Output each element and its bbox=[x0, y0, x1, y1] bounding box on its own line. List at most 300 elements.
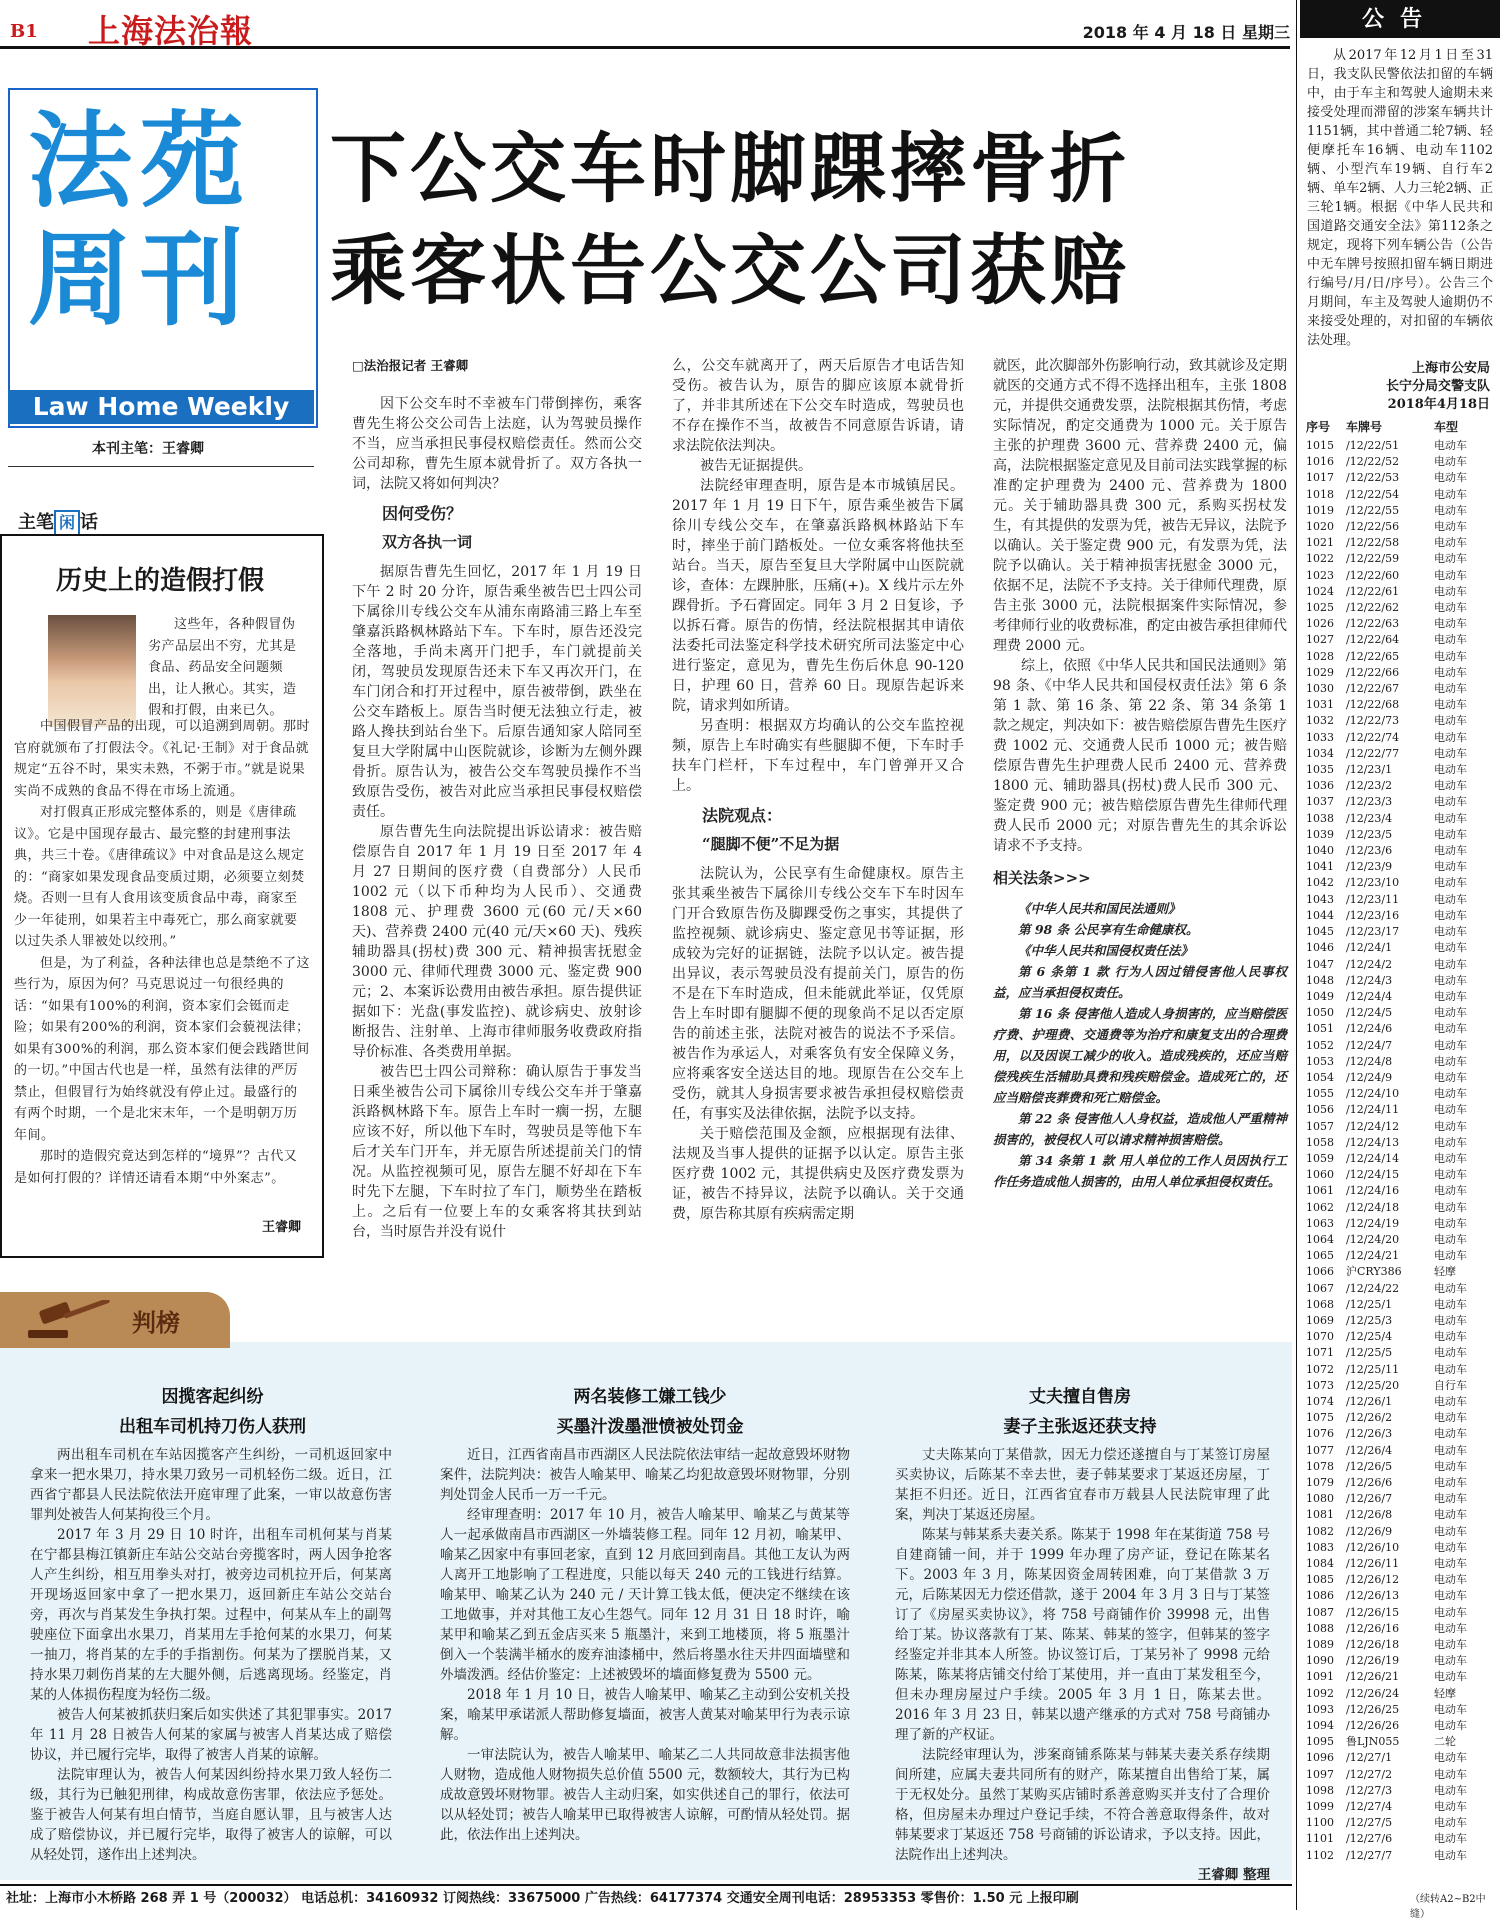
table-row bbox=[1306, 1345, 1494, 1361]
table-cell: 1081 bbox=[1306, 1508, 1334, 1522]
table-cell: /12/27/4 bbox=[1346, 1800, 1393, 1814]
table-row bbox=[1306, 1329, 1494, 1345]
table-cell: 1088 bbox=[1306, 1621, 1334, 1635]
table-row bbox=[1306, 1848, 1494, 1864]
table-cell: 电动车 bbox=[1434, 1200, 1467, 1214]
table-cell: 电动车 bbox=[1434, 1702, 1467, 1716]
table-cell: 1021 bbox=[1306, 536, 1334, 550]
article-column-1: 因下公交车时不幸被车门带倒摔伤，乘客曹先生将公交公司告上法庭，认为驾驶员操作不当，应当承担民事侵权赔偿责任。然而公交公司却称，曹先生原本就骨折了。双方各执一词，法院又将如何判决？ 因何受伤？ 双方各执一词 据原告曹先生回忆，2017 年 1 月 19 日下午 2 时 20 分许，原告乘坐被告巴士四公司下属徐川专线公交车从浦东南路浦三路上车至肇嘉浜路枫林路站下车。下车时，原告还没完全落地，手尚未离开门把手，车门就提前关闭，驾驶员发现原告还未下车又再次开门，在车门闭合和打开过程中，原告被带倒，跌坐在公交车踏板上。原告当时便无法独立行走，被路人搀扶到站台坐下。后原告通知家人陪同至复旦大学附属中山医院就诊，诊断为左侧外踝骨折。原告认为，被告公交车驾驶员操作不当致原告受伤，被告对此应当承担民事侵权赔偿责任。 原告曹先生向法院提出诉讼请求：被告赔偿原告自 2017 年 1 月 19 日至 2017 年 4 月 27 日期间的医疗费（自费部分）人民币 1002 元（以下币种均为人民币）、交通费 1808 元、护理费 3600 元(60 元/天×60 天)、营养费 2400 元(40 元/天×60 天)、残疾辅助器具(拐杖)费 300 元、精神损害抚慰金 3000 元、律师代理费 3000 元、鉴定费 900 元；2、本案诉讼费用由被告承担。原告提供证据如下：光盘(事发监控)、就诊病史、放射诊断报告、注射单、上海市律师服务收费政府指导价标准、各类费用单据。 被告巴士四公司辩称：确认原告于事发当日乘坐被告公司下属徐川专线公交车并于肇嘉浜路枫林路下车。原告上车时一瘸一拐，左腿应该不好，所以他下车时，驾驶员是等他下车后才关车门开车，并无原告所述提前关门的情况。从监控视频可见，原告左腿不好却在下车时先下左腿，下车时拉了车门，顺势坐在踏板上。之后有一位要上车的女乘客将其扶到站台，当时原告并没有说什 bbox=[352, 396, 642, 1240]
editorial-body: 中国假冒产品的出现，可以追溯到周朝。那时官府就颁布了打假法令。《礼记·王制》对于食品就规定“五谷不时，果实未熟，不粥于市。”就是说果实尚不成熟的食品不得在市场上流通。 对打假真正形成完整体系的，则是《唐律疏议》。它是中国现存最古、最完整的封建刑事法典，共三十卷。《唐律疏议》中对食品是这么规定的：“商家如果发现食品变质过期，必须要立刻焚烧。否则一旦有人食用该变质食品中毒，商家至少一年徒刑，如果若主中毒死亡，那么商家就要以过失杀人罪被处以绞刑。” 但是，为了利益，各种法律也总是禁绝不了这些行为，原因为何？马克思说过一句很经典的话：“如果有100%的利润，资本家们会铤而走险；如果有200%的利润，资本家们会藐视法律；如果有300%的利润，那么资本家们便会践踏世间的一切。”中国古代也是一样，虽然有法律的严厉禁止，但假冒行为始终就没有停止过。最盛行的有两个时期，一个是北宋末年，一个是明朝万历年间。 那时的造假究竟达到怎样的“境界”？古代又是如何打假的？详情还请看本期“中外案志”。 bbox=[14, 719, 311, 1186]
table-cell: /12/27/6 bbox=[1346, 1832, 1393, 1846]
author-photo bbox=[48, 615, 136, 727]
table-cell: 电动车 bbox=[1434, 1638, 1467, 1652]
table-cell: 电动车 bbox=[1434, 1119, 1467, 1133]
table-cell: 1024 bbox=[1306, 584, 1334, 598]
table-cell: /12/24/19 bbox=[1346, 1216, 1400, 1230]
table-cell: 1092 bbox=[1306, 1686, 1334, 1700]
table-row bbox=[1306, 470, 1494, 486]
table-cell: /12/24/20 bbox=[1346, 1232, 1400, 1246]
table-cell: /12/22/68 bbox=[1346, 698, 1400, 712]
table-row bbox=[1306, 1119, 1494, 1135]
table-cell: /12/26/1 bbox=[1346, 1394, 1393, 1408]
table-cell: /12/24/6 bbox=[1346, 1022, 1393, 1036]
table-cell: /12/26/6 bbox=[1346, 1476, 1393, 1489]
table-cell: 电动车 bbox=[1434, 665, 1467, 679]
table-row bbox=[1306, 1540, 1494, 1556]
table-cell: 1045 bbox=[1306, 925, 1334, 939]
table-cell: 1087 bbox=[1306, 1605, 1334, 1619]
table-cell: 1027 bbox=[1306, 633, 1334, 647]
table-cell: 1099 bbox=[1306, 1800, 1334, 1814]
table-cell: 1057 bbox=[1306, 1119, 1334, 1133]
story-title: 丈夫擅自售房 妻子主张返还获支持 bbox=[1003, 1387, 1157, 1437]
table-row bbox=[1306, 989, 1494, 1005]
table-cell: /12/22/74 bbox=[1346, 730, 1400, 744]
table-cell: 电动车 bbox=[1434, 471, 1467, 485]
table-cell: 电动车 bbox=[1434, 455, 1467, 469]
table-cell: /12/26/8 bbox=[1346, 1508, 1393, 1522]
table-cell: 1050 bbox=[1306, 1006, 1334, 1020]
table-cell: 电动车 bbox=[1434, 989, 1467, 1003]
table-cell: 1077 bbox=[1306, 1443, 1334, 1457]
table-row bbox=[1306, 811, 1494, 827]
table-row bbox=[1306, 762, 1494, 778]
table-row bbox=[1306, 1767, 1494, 1783]
table-row bbox=[1306, 632, 1494, 648]
table-cell: 电动车 bbox=[1434, 1054, 1467, 1068]
table-cell: 1096 bbox=[1306, 1751, 1334, 1765]
newspaper-name: 上海法治報 bbox=[88, 12, 254, 50]
table-row bbox=[1306, 1507, 1494, 1523]
table-cell: 电动车 bbox=[1434, 1006, 1467, 1020]
editorial-paragraph: 这些年，各种假冒伪劣产品层出不穷，尤其是食品、药品安全问题频出，让人揪心。其实，造假和打假，由来已久。 bbox=[148, 617, 297, 718]
table-row bbox=[1306, 1005, 1494, 1021]
table-cell: 1062 bbox=[1306, 1200, 1334, 1214]
table-cell: 电动车 bbox=[1434, 1411, 1467, 1425]
table-cell: 1036 bbox=[1306, 779, 1334, 793]
table-cell: 1032 bbox=[1306, 714, 1334, 728]
table-cell: 1041 bbox=[1306, 860, 1334, 874]
table-cell: 电动车 bbox=[1434, 698, 1467, 712]
table-cell: 电动车 bbox=[1434, 1070, 1467, 1084]
table-row bbox=[1306, 843, 1494, 859]
editorial-title: 历史上的造假打假 bbox=[55, 566, 264, 596]
table-cell: 1098 bbox=[1306, 1783, 1334, 1797]
table-row bbox=[1306, 794, 1494, 810]
table-cell: 电动车 bbox=[1434, 1443, 1467, 1457]
table-cell: 电动车 bbox=[1434, 714, 1467, 728]
table-cell: 1101 bbox=[1306, 1832, 1334, 1846]
table-cell: 电动车 bbox=[1434, 1832, 1467, 1846]
table-cell: /12/23/3 bbox=[1346, 795, 1393, 809]
table-cell: 电动车 bbox=[1434, 1800, 1467, 1814]
related-laws-title: 相关法条>>> bbox=[993, 869, 1091, 887]
table-row bbox=[1306, 665, 1494, 681]
table-cell: 1035 bbox=[1306, 763, 1334, 777]
table-cell: /12/23/9 bbox=[1346, 860, 1393, 874]
table-cell: 1054 bbox=[1306, 1070, 1334, 1084]
table-cell: /12/25/3 bbox=[1346, 1313, 1393, 1327]
table-cell: 1074 bbox=[1306, 1394, 1334, 1408]
table-cell: /12/25/4 bbox=[1346, 1330, 1393, 1344]
table-cell: /12/22/62 bbox=[1346, 601, 1400, 615]
table-cell: 1046 bbox=[1306, 941, 1334, 955]
table-row bbox=[1306, 1556, 1494, 1572]
table-cell: 1065 bbox=[1306, 1249, 1334, 1263]
table-cell: /12/26/3 bbox=[1346, 1427, 1393, 1441]
table-cell: 1023 bbox=[1306, 568, 1334, 582]
table-cell: /12/22/52 bbox=[1346, 455, 1400, 469]
table-cell: 1017 bbox=[1306, 471, 1334, 485]
table-cell: 电动车 bbox=[1434, 1216, 1467, 1230]
table-cell: /12/27/2 bbox=[1346, 1767, 1393, 1781]
table-cell: /12/26/10 bbox=[1346, 1540, 1400, 1554]
table-cell: /12/27/7 bbox=[1346, 1848, 1393, 1862]
table-cell: 1086 bbox=[1306, 1589, 1334, 1603]
bulletin-text: 从2017年12月1日至31日，我支队民警依法扣留的车辆中，由于车主和驾驶人逾期未来接受处理而滞留的涉案车辆共计1151辆，其中普通二轮7辆、轻便摩托车16辆、电动车1102辆、小型汽车19辆、自行车2辆、单车2辆、人力三轮2辆、正三轮1辆。根据《中华人民共和国道路交通安全法》第112条之规定，现将下列车辆公告（公告中无车牌号按照扣留车辆日期进行编号/月/日/序号）。公告三个月期间，车主及驾驶人逾期仍不来接受处理的，对扣留的车辆依法处理。 bbox=[1307, 48, 1493, 348]
footer: 社址：上海市小木桥路 268 弄 1 号（200032） 电话总机：34160932 订阅热线：33675000 广告热线：64177374 交通安全周刊电话：28953353 零售价：1.50 元 上报印刷 bbox=[0, 1884, 1292, 1910]
table-cell: /12/23/2 bbox=[1346, 779, 1393, 793]
table-cell: /12/25/20 bbox=[1346, 1378, 1400, 1392]
table-cell: /12/23/11 bbox=[1346, 892, 1400, 906]
table-row bbox=[1306, 1281, 1494, 1297]
article-column-3: 就医，此次脚部外伤影响行动，致其就诊及定期就医的交通方式不得不选择出租车，主张 1808 元，并提供交通费发票，法院根据其伤情，考虑实际情况，酌定交通费为 1000 元。关于原告主张的护理费 3600 元、营养费 2400 元，偏高，法院根据鉴定意见及目前司法实践掌握的标准酌定护理费为 2400 元、营养费为 1800 元。关于辅助器具费 300 元，系购买拐杖发生，有其提供的发票为凭，被告无异议，法院予以确认。关于鉴定费 900 元，有发票为凭，法院予以确认。关于精神损害抚慰金 3000 元，依据不足，法院不予支持。关于律师代理费，原告主张 3000 元，法院根据案件实际情况，参考律师行业的收费标准，酌定由被告承担律师代理费 2000 元。 综上，依照《中华人民共和国民法通则》第 98 条、《中华人民共和国侵权责任法》第 6 条第 1 款、第 16 条、第 22 条、第 34 条第 1 款之规定，判决如下：被告赔偿原告曹先生医疗费 1002 元、交通费人民币 1000 元；被告赔偿原告曹先生护理费人民币 2400 元、营养费 1800 元、辅助器具(拐杖)费人民币 300 元、鉴定费 900 元；被告赔偿原告曹先生律师代理费人民币 2000 元；对原告曹先生的其余诉讼请求不予支持。 相关法条>>> 《中华人民共和国民法通则》 第 98 条 公民享有生命健康权。 《中华人民共和国侵权责任法》 第 6 条第 1 款 行为人因过错侵害他人民事权益，应当承担侵权责任。 第 16 条 侵害他人造成人身损害的，应当赔偿医疗费、护理费、交通费等为治疗和康复支出的合理费用，以及因误工减少的收入。造成残疾的，还应当赔偿残疾生活辅助具费和残疾赔偿金。造成死亡的，还应当赔偿丧葬费和死亡赔偿金。 第 22 条 侵害他人人身权益，造成他人严重精神损害的，被侵权人可以请求精神损害赔偿。 第 34 条第 1 款 用人单位的工作人员因执行工作任务造成他人损害的，由用人单位承担侵权责任。 bbox=[993, 356, 1287, 1192]
table-cell: 电动车 bbox=[1434, 1605, 1467, 1619]
table-cell: /12/24/21 bbox=[1346, 1249, 1400, 1263]
table-cell: 电动车 bbox=[1434, 1557, 1467, 1571]
table-cell: /12/24/9 bbox=[1346, 1070, 1393, 1084]
table-cell: 电动车 bbox=[1434, 763, 1467, 777]
table-cell: 电动车 bbox=[1434, 1151, 1467, 1165]
table-cell: /12/25/11 bbox=[1346, 1362, 1400, 1376]
table-cell: 电动车 bbox=[1434, 1184, 1467, 1198]
table-header-row bbox=[1306, 418, 1494, 438]
table-cell: 电动车 bbox=[1434, 876, 1467, 890]
table-cell: /12/24/14 bbox=[1346, 1151, 1400, 1165]
table-row bbox=[1306, 1524, 1494, 1540]
table-cell: 1072 bbox=[1306, 1362, 1334, 1376]
related-laws: 《中华人民共和国民法通则》 第 98 条 公民享有生命健康权。 《中华人民共和国侵权责任法》 第 6 条第 1 款 行为人因过错侵害他人民事权益，应当承担侵权责任。 第 16 条 侵害他人造成人身损害的，应当赔偿医疗费、护理费、交通费等为治疗和康复支出的合理费用，以及因误工减少的收入。造成残疾的，还应当赔偿残疾生活辅助具费和残疾赔偿金。造成死亡的，还应当赔偿丧葬费和死亡赔偿金。 第 22 条 侵害他人人身权益，造成他人严重精神损害的，被侵权人可以请求精神损害赔偿。 第 34 条第 1 款 用人单位的工作人员因执行工作任务造成他人损害的，由用人单位承担侵权责任。 bbox=[993, 901, 1287, 1189]
table-row bbox=[1306, 535, 1494, 551]
table-cell: 1084 bbox=[1306, 1557, 1334, 1571]
table-cell: /12/26/2 bbox=[1346, 1411, 1393, 1425]
table-cell: 1042 bbox=[1306, 876, 1334, 890]
table-cell: 电动车 bbox=[1434, 892, 1467, 906]
table-cell: /12/26/25 bbox=[1346, 1702, 1400, 1716]
page-number: B1 bbox=[10, 21, 38, 42]
table-row bbox=[1306, 1362, 1494, 1378]
table-cell: /12/25/5 bbox=[1346, 1346, 1393, 1360]
table-row bbox=[1306, 1718, 1494, 1734]
table-row bbox=[1306, 1183, 1494, 1199]
table-cell: 1070 bbox=[1306, 1330, 1334, 1344]
table-cell: 电动车 bbox=[1434, 1654, 1467, 1668]
table-cell: /12/23/10 bbox=[1346, 876, 1400, 890]
table-cell: /12/23/5 bbox=[1346, 827, 1393, 841]
table-cell: 电动车 bbox=[1434, 584, 1467, 598]
table-cell: 电动车 bbox=[1434, 617, 1467, 631]
table-cell: 电动车 bbox=[1434, 520, 1467, 534]
table-row bbox=[1306, 875, 1494, 891]
table-header: 车型 bbox=[1434, 420, 1459, 434]
editorial-tag: 主笔 闲 话 bbox=[18, 508, 98, 536]
table-cell: /12/23/4 bbox=[1346, 811, 1393, 825]
table-cell: /12/24/4 bbox=[1346, 989, 1393, 1003]
table-row bbox=[1306, 1653, 1494, 1669]
table-cell: 1043 bbox=[1306, 892, 1334, 906]
table-cell: /12/26/26 bbox=[1346, 1719, 1400, 1733]
table-cell: 电动车 bbox=[1434, 1232, 1467, 1246]
bulletin-title: 公告 bbox=[1300, 0, 1500, 38]
table-cell: 电动车 bbox=[1434, 1427, 1467, 1441]
table-cell: 1100 bbox=[1306, 1816, 1334, 1830]
story-body: 近日，江西省南昌市西湖区人民法院依法审结一起故意毁坏财物案件，法院判决：被告人喻某甲、喻某乙均犯故意毁坏财物罪，分别判处罚金人民币一万一千元。 经审理查明：2017 年 10 月，被告人喻某甲、喻某乙与黄某等人一起承做南昌市西湖区一外墙装修工程。同年 12 月初，喻某甲、喻某乙因家中有事回老家，直到 12 月底回到南昌。其他工友认为两人离开工地影响了工程进度，只能以每天 240 元的工钱进行结算。喻某甲、喻某乙认为 240 元 / 天计算工钱太低，便决定不继续在该工地做事，并对其他工友心生怨气。同年 12 月 31 日 18 时许，喻某甲和喻某乙到五金店买来 5 瓶墨汁，来到工地楼顶，将 5 瓶墨汁倒入一个装满半桶水的废弃油漆桶中，然后将墨水往天井四面墙壁和外墙泼洒。经估价鉴定：上述被毁坏的墙面修复费为 5500 元。 2018 年 1 月 10 日，被告人喻某甲、喻某乙主动到公安机关投案，喻某甲承诺派人帮助修复墙面，被害人黄某对喻某甲行为表示谅解。 一审法院认为，被告人喻某甲、喻某乙二人共同故意非法损害他人财物，造成他人财物损失总价值 5500 元，数额较大，其行为已构成故意毁坏财物罪。被告人主动归案，如实供述自己的罪行，依法可以从轻处罚；被告人喻某甲已取得被害人谅解，可酌情从轻处罚。据此，依法作出上述判决。 bbox=[440, 1447, 850, 1843]
table-cell: 1063 bbox=[1306, 1216, 1334, 1230]
table-cell: 电动车 bbox=[1434, 1492, 1467, 1506]
table-cell: /12/22/66 bbox=[1346, 665, 1400, 679]
table-cell: 电动车 bbox=[1434, 439, 1467, 452]
table-cell: /12/24/2 bbox=[1346, 957, 1393, 971]
table-row bbox=[1306, 730, 1494, 746]
table-row bbox=[1306, 940, 1494, 956]
table-cell: 电动车 bbox=[1434, 1848, 1467, 1862]
table-header: 序号 bbox=[1306, 420, 1331, 434]
table-cell: /12/22/65 bbox=[1346, 649, 1400, 663]
table-cell: /12/22/73 bbox=[1346, 714, 1400, 728]
table-cell: 电动车 bbox=[1434, 1330, 1467, 1344]
table-cell: 电动车 bbox=[1434, 973, 1467, 987]
table-row bbox=[1306, 487, 1494, 503]
table-cell: 1061 bbox=[1306, 1184, 1334, 1198]
table-cell: /12/26/24 bbox=[1346, 1686, 1400, 1700]
table-row bbox=[1306, 1686, 1494, 1702]
table-cell: 1015 bbox=[1306, 439, 1334, 452]
table-cell: /12/27/1 bbox=[1346, 1751, 1393, 1765]
table-row bbox=[1306, 892, 1494, 908]
table-row bbox=[1306, 519, 1494, 535]
table-cell: 1089 bbox=[1306, 1638, 1334, 1652]
table-cell: 1019 bbox=[1306, 503, 1334, 517]
table-row bbox=[1306, 1200, 1494, 1216]
table-cell: 电动车 bbox=[1434, 811, 1467, 825]
article-byline: □法治报记者 王睿卿 bbox=[352, 358, 469, 373]
table-cell: 电动车 bbox=[1434, 1783, 1467, 1797]
table-row bbox=[1306, 1426, 1494, 1442]
table-cell: 1028 bbox=[1306, 649, 1334, 663]
table-row bbox=[1306, 827, 1494, 843]
table-row bbox=[1306, 1378, 1494, 1394]
editorial-tag-highlight: 闲 bbox=[54, 510, 80, 536]
table-row bbox=[1306, 957, 1494, 973]
table-cell: 1102 bbox=[1306, 1848, 1334, 1862]
table-cell: 1075 bbox=[1306, 1411, 1334, 1425]
table-cell: 电动车 bbox=[1434, 779, 1467, 793]
table-cell: 1038 bbox=[1306, 811, 1334, 825]
table-cell: /12/22/67 bbox=[1346, 682, 1400, 696]
table-cell: 1040 bbox=[1306, 844, 1334, 858]
table-row bbox=[1306, 1669, 1494, 1685]
table-cell: 1055 bbox=[1306, 1087, 1334, 1101]
table-cell: 电动车 bbox=[1434, 1508, 1467, 1522]
table-cell: 1067 bbox=[1306, 1281, 1334, 1295]
vehicle-table-body bbox=[1306, 438, 1494, 1864]
table-cell: 电动车 bbox=[1434, 827, 1467, 841]
table-cell: 电动车 bbox=[1434, 1524, 1467, 1538]
bulletin-issuer: 上海市公安局 长宁分局交警支队 2018年4月18日 bbox=[1385, 361, 1490, 412]
gavel-icon bbox=[20, 1300, 116, 1342]
article-subhead: 双方各执一词 bbox=[382, 533, 473, 551]
column-title-english: Law Home Weekly bbox=[8, 390, 314, 424]
verdict-label: 判榜 bbox=[132, 1308, 180, 1337]
table-cell: /12/25/1 bbox=[1346, 1297, 1393, 1311]
table-cell: 电动车 bbox=[1434, 844, 1467, 858]
table-cell: 电动车 bbox=[1434, 1103, 1467, 1117]
table-cell: 1053 bbox=[1306, 1054, 1334, 1068]
table-cell: /12/22/51 bbox=[1346, 439, 1400, 452]
table-cell: /12/24/18 bbox=[1346, 1200, 1400, 1214]
table-row bbox=[1306, 1572, 1494, 1588]
table-cell: 电动车 bbox=[1434, 1816, 1467, 1830]
table-cell: 1026 bbox=[1306, 617, 1334, 631]
table-cell: /12/26/7 bbox=[1346, 1492, 1393, 1506]
table-cell: 1016 bbox=[1306, 455, 1334, 469]
table-cell: 1018 bbox=[1306, 487, 1334, 501]
table-cell: 1060 bbox=[1306, 1168, 1334, 1182]
table-cell: 1095 bbox=[1306, 1735, 1334, 1749]
article-column-2: 么，公交车就离开了，两天后原告才电话告知受伤。被告认为，原告的脚应该原本就骨折了，并非其所述在下公交车时造成，驾驶员也不存在操作不当，故被告不同意原告诉请，请求法院依法判决。 被告无证据提供。 法院经审理查明，原告是本市城镇居民。2017 年 1 月 19 日下午，原告乘坐被告下属徐川专线公交车，在肇嘉浜路枫林路站下车时，摔坐于前门踏板处。一位女乘客将他扶至站台。当天，原告至复旦大学附属中山医院就诊，查体：左踝肿胀，压痛(+)。X 线片示左外踝骨折。予石膏固定。同年 3 月 2 日复诊，予以拆石膏。原告的伤情，经法院根据其申请依法委托司法鉴定科学技术研究所司法鉴定中心进行鉴定，意见为，曹先生伤后休息 90-120 日，护理 60 日，营养 60 日。现原告起诉来院，请求判如所请。 另查明：根据双方均确认的公交车监控视频，原告上车时确实有些腿脚不便，下车时手扶车门栏杆，下车过程中，车门曾弹开又合上。 法院观点： “腿脚不便”不足为据 法院认为，公民享有生命健康权。原告主张其乘坐被告下属徐川专线公交车下车时因车门开合致原告伤及脚踝受伤之事实，其提供了监控视频、就诊病史、鉴定意见书等证据，形成较为完好的证据链，法院予以认定。被告提出异议，表示驾驶员没有提前关门，原告的伤不是在下车时造成，但未能就此举证，仅凭原告上车时即有腿脚不便的现象尚不足以否定原告的前述主张，法院对被告的说法不予采信。被告作为承运人，对乘客负有安全保障义务，应将乘客安全送达目的地。现原告在公交车上受伤，就其人身损害要求被告承担侵权赔偿责任，有事实及法律依据，法院予以支持。 关于赔偿范围及金额，应根据现有法律、法规及当事人提供的证据予以认定。原告主张医疗费 1002 元，其提供病史及医疗费发票为证，被告不持异议，法院予以确认。关于交通费，原告称其原有疾病需定期 bbox=[672, 358, 964, 1222]
table-row bbox=[1306, 859, 1494, 875]
table-row bbox=[1306, 584, 1494, 600]
table-cell: 鲁LJN055 bbox=[1346, 1735, 1400, 1749]
table-row bbox=[1306, 503, 1494, 519]
divider bbox=[8, 466, 314, 467]
table-cell: 1076 bbox=[1306, 1427, 1334, 1441]
table-cell: 电动车 bbox=[1434, 1767, 1467, 1781]
article-subhead: 因何受伤？ bbox=[382, 504, 463, 523]
table-row bbox=[1306, 1734, 1494, 1750]
table-row bbox=[1306, 1054, 1494, 1070]
table-cell: /12/26/21 bbox=[1346, 1670, 1400, 1684]
table-cell: /12/22/64 bbox=[1346, 633, 1400, 647]
table-row bbox=[1306, 1475, 1494, 1491]
table-cell: /12/22/56 bbox=[1346, 520, 1400, 534]
table-row bbox=[1306, 1410, 1494, 1426]
table-cell: /12/26/4 bbox=[1346, 1443, 1393, 1457]
table-row bbox=[1306, 697, 1494, 713]
table-cell: 电动车 bbox=[1434, 1589, 1467, 1603]
table-cell: 电动车 bbox=[1434, 1313, 1467, 1327]
table-cell: 电动车 bbox=[1434, 568, 1467, 582]
table-cell: 轻摩 bbox=[1434, 1265, 1456, 1279]
vehicle-table bbox=[1306, 418, 1494, 1864]
table-cell: 电动车 bbox=[1434, 552, 1467, 566]
table-cell: 1058 bbox=[1306, 1135, 1334, 1149]
table-cell: /12/24/7 bbox=[1346, 1038, 1393, 1052]
table-cell: /12/26/11 bbox=[1346, 1557, 1400, 1571]
table-cell: /12/24/22 bbox=[1346, 1281, 1400, 1295]
table-cell: /12/24/11 bbox=[1346, 1103, 1400, 1117]
table-row bbox=[1306, 1588, 1494, 1604]
table-cell: 电动车 bbox=[1434, 601, 1467, 615]
table-cell: 1029 bbox=[1306, 665, 1334, 679]
table-row bbox=[1306, 1621, 1494, 1637]
table-cell: /12/24/16 bbox=[1346, 1184, 1400, 1198]
table-row bbox=[1306, 1313, 1494, 1329]
table-cell: 1080 bbox=[1306, 1492, 1334, 1506]
table-row bbox=[1306, 1831, 1494, 1847]
table-cell: /12/26/9 bbox=[1346, 1524, 1393, 1538]
table-row bbox=[1306, 681, 1494, 697]
table-row bbox=[1306, 713, 1494, 729]
table-cell: 1034 bbox=[1306, 746, 1334, 760]
table-cell: 1048 bbox=[1306, 973, 1334, 987]
table-row bbox=[1306, 1605, 1494, 1621]
table-cell: 二轮 bbox=[1434, 1735, 1456, 1749]
story-body: 丈夫陈某向丁某借款，因无力偿还遂擅自与丁某签订房屋买卖协议，后陈某不幸去世，妻子韩某要求丁某返还房屋，丁某拒不归还。近日，江西省宜春市万载县人民法院审理了此案，判决丁某返还房屋。 陈某与韩某系夫妻关系。陈某于 1998 年在某街道 758 号自建商铺一间，并于 1999 年办理了房产证，登记在陈某名下。2003 年 3 月，陈某因资金周转困难，向丁某借款 3 万元，后陈某因无力偿还借款，遂于 2004 年 3 月 3 日与丁某签订了《房屋买卖协议》，将 758 号商铺作价 39998 元，出售给丁某。协议落款有丁某、陈某、韩某的签字，但韩某的签字经鉴定并非其本人所签。协议签订后，丁某另补了 9998 元给陈某，陈某将店铺交付给丁某使用，并一直由丁某发租至今，但未办理房屋过户手续。2005 年 3 月 1 日，陈某去世。2016 年 3 月 23 日，韩某以遗产继承的方式对 758 号商铺办理了新的产权证。 法院经审理认为，涉案商铺系陈某与韩某夫妻关系存续期间所建，应属夫妻共同所有的财产，陈某擅自出售给丁某，属于无权处分。虽然丁某购买店铺时系善意购买并支付了合理价格，但房屋未办理过户登记手续，不符合善意取得条件，故对韩某要求丁某返还 758 号商铺的诉讼请求，予以支持。因此，法院作出上述判决。 王睿卿 整理 bbox=[895, 1447, 1270, 1883]
table-cell: 电动车 bbox=[1434, 795, 1467, 809]
table-row bbox=[1306, 600, 1494, 616]
table-row bbox=[1306, 1394, 1494, 1410]
table-row bbox=[1306, 1021, 1494, 1037]
table-cell: 1052 bbox=[1306, 1038, 1334, 1052]
table-row bbox=[1306, 1167, 1494, 1183]
table-cell: 电动车 bbox=[1434, 1281, 1467, 1295]
table-cell: 1049 bbox=[1306, 989, 1334, 1003]
table-cell: 电动车 bbox=[1434, 503, 1467, 517]
table-cell: 1064 bbox=[1306, 1232, 1334, 1246]
table-cell: 自行车 bbox=[1434, 1378, 1467, 1392]
table-cell: 电动车 bbox=[1434, 1670, 1467, 1684]
table-cell: 电动车 bbox=[1434, 957, 1467, 971]
column-title: 法苑 周刊 bbox=[28, 100, 253, 340]
table-cell: 电动车 bbox=[1434, 1168, 1467, 1182]
table-cell: /12/22/53 bbox=[1346, 471, 1400, 485]
table-cell: 沪CRY386 bbox=[1346, 1265, 1402, 1279]
table-cell: 1082 bbox=[1306, 1524, 1334, 1538]
table-cell: /12/26/5 bbox=[1346, 1459, 1393, 1473]
table-row bbox=[1306, 1459, 1494, 1475]
table-cell: /12/24/3 bbox=[1346, 973, 1393, 987]
table-row bbox=[1306, 1248, 1494, 1264]
table-row bbox=[1306, 1135, 1494, 1151]
table-cell: 1078 bbox=[1306, 1459, 1334, 1473]
table-cell: 1097 bbox=[1306, 1767, 1334, 1781]
table-row bbox=[1306, 908, 1494, 924]
table-cell: /12/23/6 bbox=[1346, 844, 1393, 858]
table-cell: /12/22/61 bbox=[1346, 584, 1400, 598]
table-cell: /12/27/5 bbox=[1346, 1816, 1393, 1830]
table-cell: 电动车 bbox=[1434, 1621, 1467, 1635]
table-cell: 电动车 bbox=[1434, 730, 1467, 744]
table-row bbox=[1306, 1232, 1494, 1248]
table-cell: /12/22/77 bbox=[1346, 746, 1400, 760]
table-cell: 电动车 bbox=[1434, 1087, 1467, 1101]
article-subhead: “腿脚不便”不足为据 bbox=[702, 835, 840, 853]
issue-date: 2018 年 4 月 18 日 星期三 bbox=[1082, 23, 1290, 42]
table-row bbox=[1306, 1750, 1494, 1766]
table-cell: 轻摩 bbox=[1434, 1686, 1456, 1700]
table-cell: 电动车 bbox=[1434, 633, 1467, 647]
table-row bbox=[1306, 1637, 1494, 1653]
table-row bbox=[1306, 1815, 1494, 1831]
story-title: 两名装修工嫌工钱少 买墨汁泼墨泄愤被处罚金 bbox=[556, 1387, 744, 1437]
table-cell: 1031 bbox=[1306, 698, 1334, 712]
table-cell: /12/23/1 bbox=[1346, 763, 1393, 777]
table-cell: 电动车 bbox=[1434, 908, 1467, 922]
story-author: 王睿卿 整理 bbox=[1197, 1867, 1270, 1883]
table-row bbox=[1306, 454, 1494, 470]
bulletin-note: （续转A2~B2中缝） bbox=[1410, 1894, 1486, 1920]
